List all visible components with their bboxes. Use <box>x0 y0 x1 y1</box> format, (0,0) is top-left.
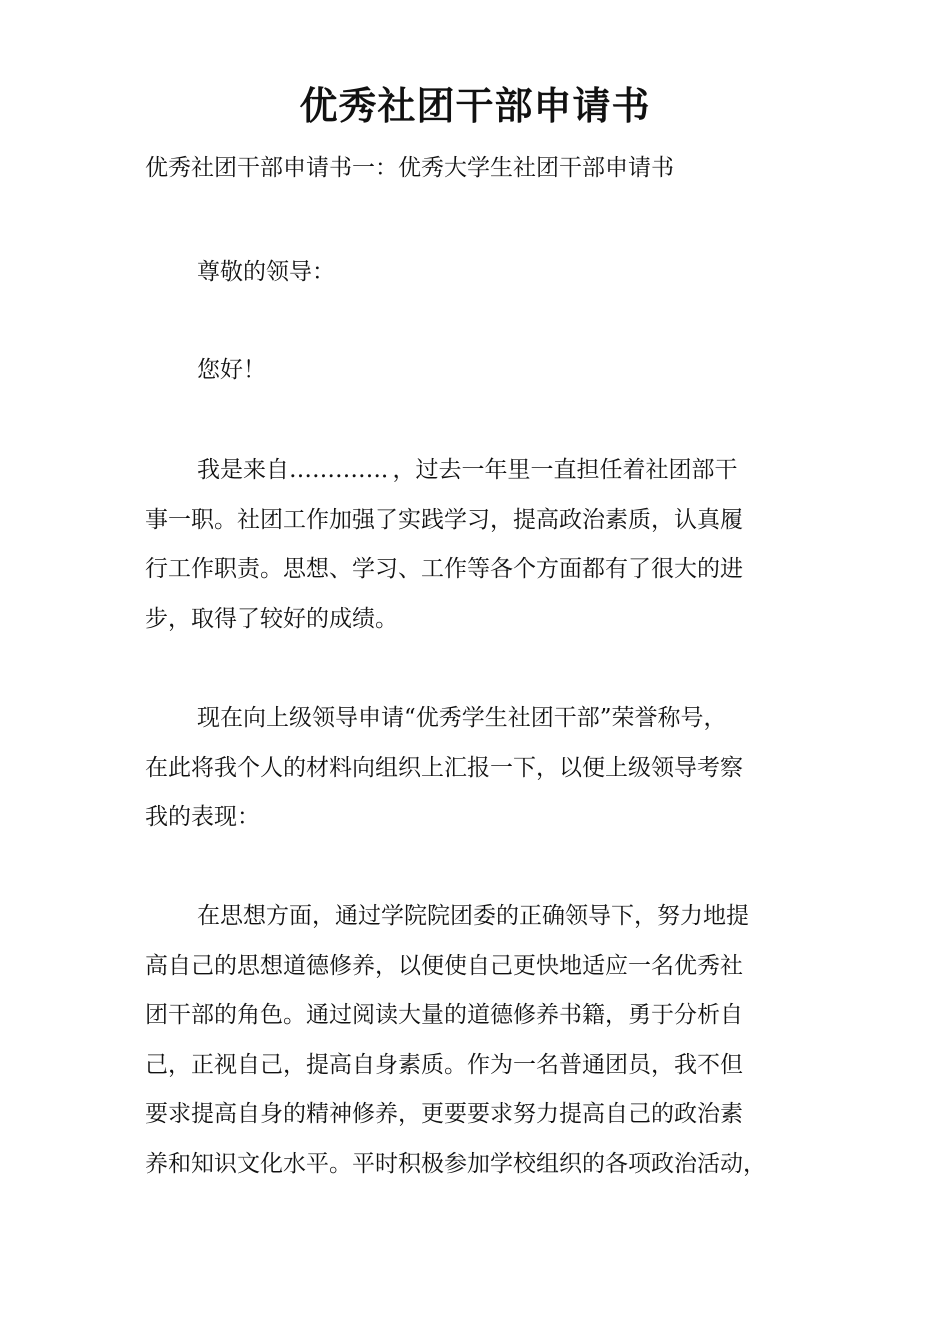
paragraph-intro <box>145 446 825 644</box>
paragraph-line: 行工作职责。思想、学习、工作等各个方面都有了很大的进 <box>145 556 743 582</box>
paragraph-application <box>145 694 825 843</box>
paragraph-ideology <box>145 892 825 1189</box>
greeting <box>145 346 825 396</box>
paragraph-line: 要求提高自身的精神修养，更要要求努力提高自己的政治素 <box>145 1101 743 1127</box>
greeting-text: 您好！ <box>197 357 266 383</box>
paragraph-line: 我的表现： <box>145 804 260 830</box>
paragraph-line: 养和知识文化水平。平时积极参加学校组织的各项政治活动， <box>145 1150 766 1177</box>
paragraph-line: 高自己的思想道德修养，以便使自己更快地适应一名优秀社 <box>145 952 743 979</box>
paragraph-line: 己，正视自己，提高自身素质。作为一名普通团员，我不但 <box>145 1051 743 1078</box>
salutation <box>145 248 825 298</box>
document-title: 优秀社团干部申请书 <box>299 83 651 128</box>
paragraph-line: 在思想方面，通过学院院团委的正确领导下，努力地提 <box>197 903 749 929</box>
paragraph-line: 在此将我个人的材料向组织上汇报一下，以便上级领导考察 <box>145 754 743 781</box>
document-subtitle: 优秀社团干部申请书一：优秀大学生社团干部申请书 <box>145 155 674 181</box>
paragraph-line: 事一职。社团工作加强了实践学习，提高政治素质，认真履 <box>145 506 743 533</box>
paragraph-line: 我是来自…………．，过去一年里一直担任着社团部干 <box>197 457 738 483</box>
paragraph-line: 步，取得了较好的成绩。 <box>145 605 398 632</box>
salutation-text: 尊敬的领导： <box>197 259 335 285</box>
paragraph-line: 团干部的角色。通过阅读大量的道德修养书籍，勇于分析自 <box>145 1002 743 1028</box>
paragraph-line: 现在向上级领导申请“优秀学生社团干部”荣誉称号， <box>197 705 727 731</box>
